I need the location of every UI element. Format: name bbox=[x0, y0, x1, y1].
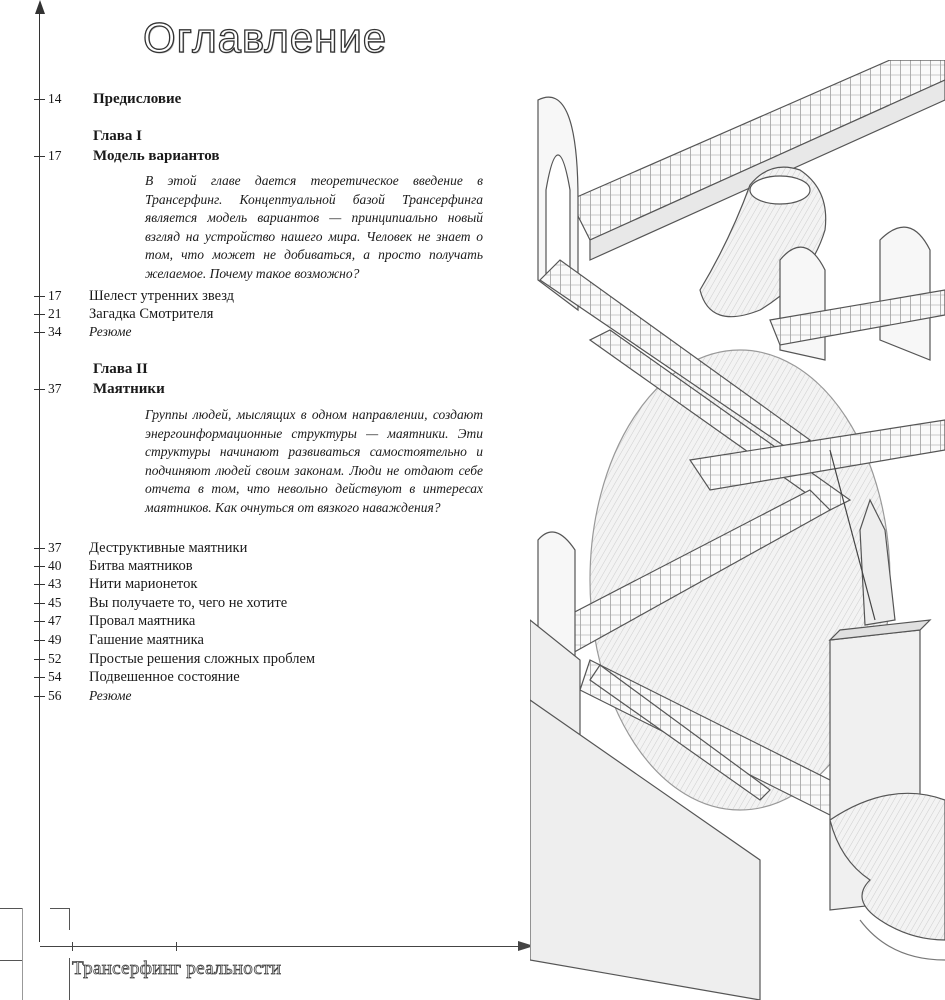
toc-title: Резюме bbox=[89, 688, 132, 703]
toc-page-number: 49 bbox=[48, 632, 62, 647]
toc-page-number: 34 bbox=[48, 324, 62, 339]
crop-mark bbox=[69, 958, 70, 1000]
toc-title: Маятники bbox=[93, 381, 165, 397]
toc-tick bbox=[34, 314, 45, 315]
toc-tick bbox=[34, 548, 45, 549]
toc-title: Вы получаете то, чего не хотите bbox=[89, 595, 288, 611]
axis-arrow-up-icon bbox=[35, 0, 45, 14]
toc-page-number: 14 bbox=[48, 91, 62, 106]
chapter-label: Глава I bbox=[93, 128, 142, 144]
page-title: Оглавление bbox=[143, 14, 388, 61]
chapter-description: В этой главе дается теоретическое введение в Трансерфинг. Концептуальной базой Трансерфинга является модель вариантов — принципиально новый взгляд на устройство нашего мира. Человек не знает о том, что может не добиваться, а просто получать желаемое. Почему такое возможно? bbox=[145, 173, 483, 281]
toc-entry[interactable] bbox=[0, 322, 520, 342]
toc-entry-preface[interactable] bbox=[0, 89, 520, 109]
toc-tick bbox=[34, 659, 45, 660]
toc-tick bbox=[34, 389, 45, 390]
toc-title: Предисловие bbox=[93, 91, 182, 107]
toc-title: Подвешенное состояние bbox=[89, 669, 240, 685]
toc-entry[interactable] bbox=[0, 538, 520, 558]
toc-entry[interactable] bbox=[0, 649, 520, 669]
book-title-footer: Трансерфинг реальности bbox=[72, 958, 282, 979]
toc-page-number: 17 bbox=[48, 148, 62, 163]
axis-tick bbox=[72, 942, 73, 951]
toc-title: Битва маятников bbox=[89, 558, 193, 574]
toc-title: Провал маятника bbox=[89, 613, 196, 629]
toc-page-number: 37 bbox=[48, 540, 62, 555]
toc-title: Загадка Смотрителя bbox=[89, 306, 214, 322]
toc-tick bbox=[34, 696, 45, 697]
toc-tick bbox=[34, 584, 45, 585]
toc-title: Резюме bbox=[89, 324, 132, 339]
toc-page-number: 40 bbox=[48, 558, 62, 573]
toc-page-number: 56 bbox=[48, 688, 62, 703]
toc-page-number: 45 bbox=[48, 595, 62, 610]
toc-page-number: 43 bbox=[48, 576, 62, 591]
toc-entry[interactable] bbox=[0, 556, 520, 576]
toc-entry[interactable] bbox=[0, 686, 520, 706]
chapter-description: Группы людей, мыслящих в одном направлении, создают энергоинформационные структуры — маятники. Эти структуры начинают развиваться самостоятельно и подчиняют людей своим законам. Люди не отдают себе отчета в том, что невольно действуют в интересах маятников. Как очнуться от вязкого наваждения? bbox=[145, 407, 483, 515]
toc-page-number: 37 bbox=[48, 381, 62, 396]
toc-tick bbox=[34, 99, 45, 100]
chapter-label: Глава II bbox=[93, 361, 148, 377]
toc-page-number: 52 bbox=[48, 651, 62, 666]
toc-tick bbox=[34, 566, 45, 567]
crop-mark bbox=[50, 908, 70, 909]
crop-mark bbox=[0, 960, 22, 961]
toc-title: Гашение маятника bbox=[89, 632, 204, 648]
toc-tick bbox=[34, 621, 45, 622]
horizontal-axis-line bbox=[40, 946, 522, 947]
toc-title: Деструктивные маятники bbox=[89, 540, 248, 556]
axis-tick bbox=[176, 942, 177, 951]
toc-title: Шелест утренних звезд bbox=[89, 288, 235, 304]
toc-entry-chapter-2[interactable] bbox=[0, 379, 520, 399]
toc-title: Нити марионеток bbox=[89, 576, 198, 592]
toc-page-number: 17 bbox=[48, 288, 62, 303]
crop-mark bbox=[22, 908, 23, 1000]
toc-page-number: 54 bbox=[48, 669, 62, 684]
toc-entry[interactable] bbox=[0, 574, 520, 594]
toc-tick bbox=[34, 332, 45, 333]
toc-entry[interactable] bbox=[0, 286, 520, 306]
crop-mark bbox=[69, 908, 70, 930]
toc-tick bbox=[34, 677, 45, 678]
toc-tick bbox=[34, 296, 45, 297]
toc-title: Простые решения сложных проблем bbox=[89, 651, 316, 667]
toc-tick bbox=[34, 640, 45, 641]
crop-mark bbox=[0, 908, 22, 909]
toc-entry[interactable] bbox=[0, 630, 520, 650]
toc-entry-chapter-1[interactable] bbox=[0, 146, 520, 166]
toc-tick bbox=[34, 603, 45, 604]
toc-tick bbox=[34, 156, 45, 157]
toc-entry[interactable] bbox=[0, 611, 520, 631]
toc-page-number: 47 bbox=[48, 613, 62, 628]
toc-entry[interactable] bbox=[0, 593, 520, 613]
impossible-staircase-illustration-icon bbox=[530, 60, 945, 1000]
toc-page-number: 21 bbox=[48, 306, 62, 321]
toc-entry[interactable] bbox=[0, 667, 520, 687]
toc-title: Модель вариантов bbox=[93, 148, 220, 164]
toc-entry[interactable] bbox=[0, 304, 520, 324]
